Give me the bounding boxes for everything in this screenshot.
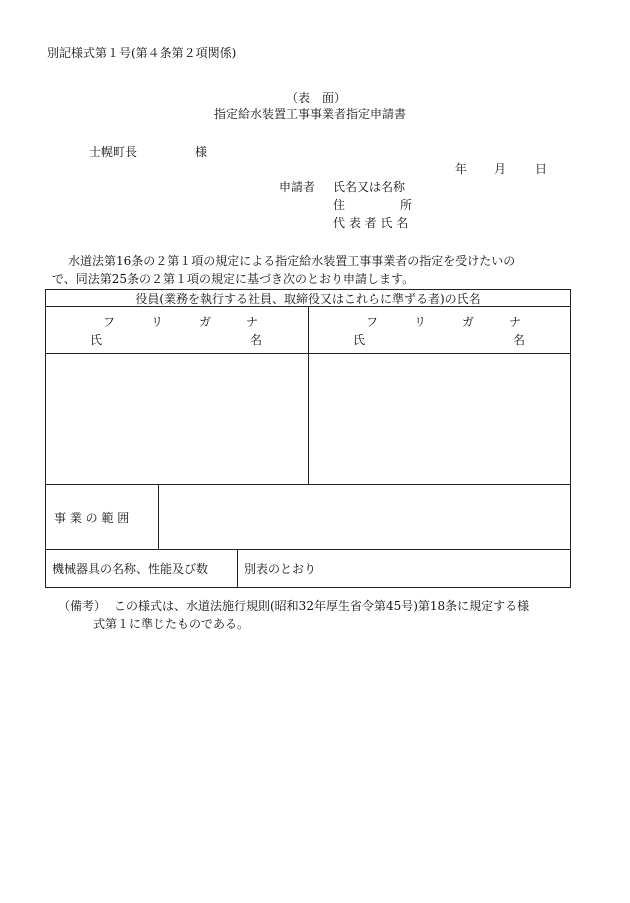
- mei-right: 名: [513, 333, 526, 347]
- remarks-line-2: 式第１に準じたものである。: [93, 617, 250, 631]
- address-label-2: 所: [400, 198, 413, 212]
- shi-right: 氏: [353, 333, 366, 347]
- shi-left: 氏: [90, 333, 103, 347]
- furigana-left-3: ガ: [199, 315, 212, 329]
- representative-label: 代 表 者 氏 名: [333, 216, 409, 230]
- remarks-label: （備考）: [58, 599, 107, 613]
- date-month: 月: [494, 162, 507, 176]
- furigana-right-3: ガ: [462, 315, 475, 329]
- officer-name-entry-left[interactable]: [46, 354, 308, 484]
- date-day: 日: [535, 162, 548, 176]
- mei-left: 名: [250, 333, 263, 347]
- body-line-1: 水道法第16条の２第１項の規定による指定給水装置工事事業者の指定を受けたいの: [68, 254, 516, 268]
- side-label: （表 面）: [285, 91, 347, 105]
- date-year: 年: [455, 162, 468, 176]
- furigana-left-1: フ: [103, 315, 116, 329]
- furigana-right-4: ナ: [509, 315, 522, 329]
- honorific: 様: [195, 145, 208, 159]
- furigana-right-1: フ: [366, 315, 379, 329]
- applicant-name-label: 氏名又は名称: [333, 180, 406, 194]
- furigana-left-2: リ: [151, 315, 164, 329]
- business-scope-label: 事 業 の 範 囲: [54, 511, 130, 525]
- remarks-line-1: この様式は、水道法施行規則(昭和32年厚生省令第45号)第18条に規定する様: [114, 599, 530, 613]
- equipment-value: 別表のとおり: [244, 562, 317, 576]
- form-number: 別記様式第１号(第４条第２項関係): [47, 46, 237, 60]
- officers-header: 役員(業務を執行する社員、取締役又はこれらに準ずる者)の氏名: [135, 292, 481, 306]
- officer-name-entry-right[interactable]: [309, 354, 570, 484]
- body-line-2: で、同法第25条の２第１項の規定に基づき次のとおり申請します。: [52, 272, 415, 286]
- equipment-label: 機械器具の名称、性能及び数: [52, 562, 209, 576]
- applicant-label: 申請者: [279, 180, 316, 194]
- address-label-1: 住: [333, 198, 346, 212]
- furigana-right-2: リ: [414, 315, 427, 329]
- furigana-left-4: ナ: [246, 315, 259, 329]
- recipient: 士幌町長: [89, 145, 138, 159]
- page-title: 指定給水装置工事事業者指定申請書: [213, 107, 407, 121]
